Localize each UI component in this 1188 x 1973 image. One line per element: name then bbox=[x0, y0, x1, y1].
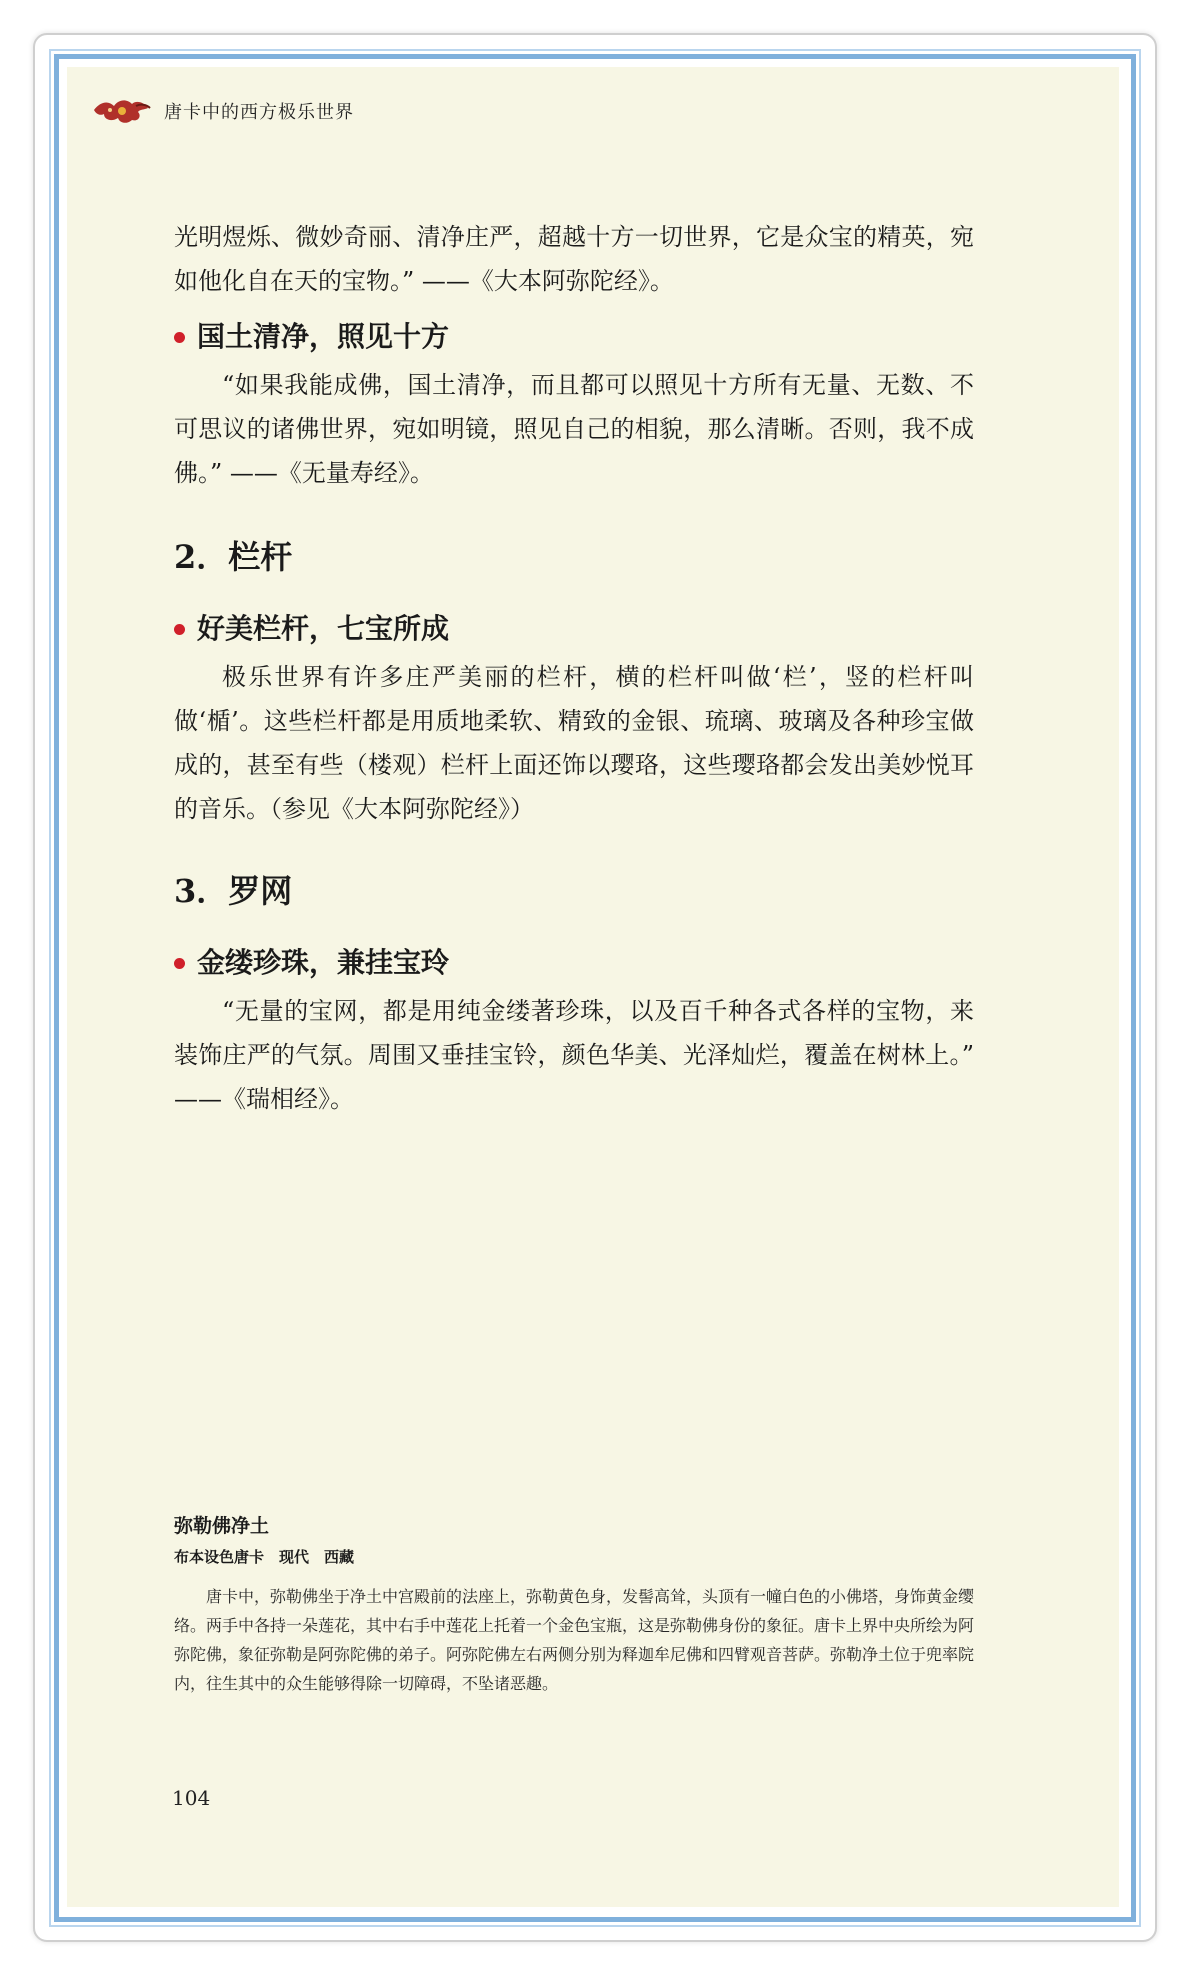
dragon-ornament-icon bbox=[92, 96, 154, 126]
figure-caption bbox=[174, 1512, 974, 1698]
subsection-heading-text: 好美栏杆，七宝所成 bbox=[197, 612, 450, 645]
red-dot-bullet-icon bbox=[174, 332, 185, 343]
section-paragraph: “无量的宝网，都是用纯金缕著珍珠，以及百千种各式各样的宝物，来装饰庄严的气氛。周围又垂挂宝铃，颜色华美、光泽灿烂，覆盖在树林上。” ——《瑞相经》。 bbox=[174, 997, 974, 1113]
page-number: 104 bbox=[172, 1786, 211, 1810]
caption-subtitle: 布本设色唐卡 现代 西藏 bbox=[174, 1548, 355, 1566]
subsection-paragraph: “如果我能成佛，国土清净，而且都可以照见十方所有无量、无数、不可思议的诸佛世界，宛如明镜，照见自己的相貌，那么清晰。否则，我不成佛。” ——《无量寿经》。 bbox=[174, 371, 974, 487]
subsection-heading bbox=[174, 609, 974, 649]
caption-body: 唐卡中，弥勒佛坐于净土中宫殿前的法座上，弥勒黄色身，发髻高耸，头顶有一幢白色的小佛塔，身饰黄金缨络。两手中各持一朵莲花，其中右手中莲花上托着一个金色宝瓶，这是弥勒佛身份的象征。唐卡上界中央所绘为阿弥陀佛，象征弥勒是阿弥陀佛的弟子。阿弥陀佛左右两侧分别为释迦牟尼佛和四臂观音菩萨。弥勒净土位于兜率院内，往生其中的众生能够得除一切障碍，不坠诸恶趣。 bbox=[174, 1587, 975, 1693]
running-title: 唐卡中的西方极乐世界 bbox=[164, 102, 354, 123]
section-heading: 3．罗网 bbox=[174, 872, 293, 910]
subsection-heading-text: 国土清净，照见十方 bbox=[197, 320, 450, 353]
main-content bbox=[174, 215, 974, 1121]
red-dot-bullet-icon bbox=[174, 958, 185, 969]
section-paragraph: 极乐世界有许多庄严美丽的栏杆，横的栏杆叫做‘栏’，竖的栏杆叫做‘楯’。这些栏杆都是用质地柔软、精致的金银、琉璃、玻璃及各种珍宝做成的，甚至有些（楼观）栏杆上面还饰以璎珞，这些璎珞都会发出美妙悦耳的音乐。（参见《大本阿弥陀经》） bbox=[174, 663, 974, 823]
subsection-heading bbox=[174, 317, 974, 357]
subsection-heading-text: 金缕珍珠，兼挂宝玲 bbox=[197, 946, 450, 979]
subsection-heading bbox=[174, 943, 974, 983]
running-header bbox=[92, 96, 354, 126]
intro-paragraph: 光明煜烁、微妙奇丽、清净庄严，超越十方一切世界，它是众宝的精英，宛如他化自在天的宝物。” ——《大本阿弥陀经》。 bbox=[174, 223, 974, 295]
red-dot-bullet-icon bbox=[174, 624, 185, 635]
caption-title: 弥勒佛净土 bbox=[174, 1515, 270, 1537]
section-heading: 2．栏杆 bbox=[174, 538, 293, 576]
